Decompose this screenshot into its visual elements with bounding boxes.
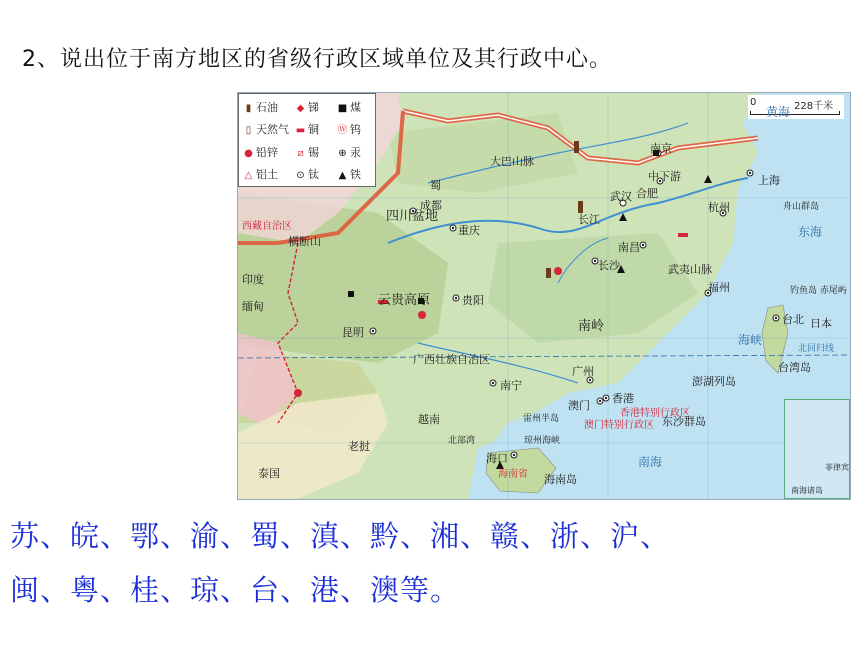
label-laos: 老挝	[348, 440, 370, 453]
label-nanchang: 南昌	[618, 241, 640, 254]
label-tropic: 北回归线	[798, 344, 835, 354]
label-hainan-island: 海南岛	[544, 473, 577, 486]
bauxite-icon: △	[244, 170, 253, 181]
label-chengdu: 成都	[420, 199, 442, 212]
label-haikou: 海口	[486, 452, 508, 465]
mercury-icon: ⊕	[338, 148, 347, 159]
legend-item: ⧄ 锡	[295, 144, 319, 160]
copper-icon: ▬	[295, 125, 306, 136]
label-south-sea: 南海	[638, 455, 663, 469]
label-hk-region: 香港特别行政区	[620, 408, 690, 419]
label-zhongxiayou: 中下游	[648, 170, 681, 183]
label-japan: 日本	[810, 317, 832, 330]
label-penghu: 澎湖列岛	[692, 375, 736, 388]
label-diaoyu: 钓鱼岛 赤尾屿	[790, 286, 847, 296]
label-guangxi: 广西壮族自治区	[413, 353, 490, 366]
iron-icon: ▲	[338, 170, 347, 181]
label-changjiang: 长江	[578, 213, 600, 226]
label-nanling: 南岭	[578, 319, 605, 334]
label-beibu: 北部湾	[448, 436, 476, 446]
label-taibei: 台北	[782, 313, 804, 326]
scale-bar: 0 228千米	[748, 95, 844, 119]
answer-line-1: 苏、皖、鄂、渝、蜀、滇、黔、湘、赣、浙、沪、	[10, 519, 671, 553]
label-taiwan-island: 台湾岛	[778, 361, 811, 374]
label-hengduan: 横断山	[288, 235, 321, 248]
label-leizhou: 雷州半岛	[523, 414, 560, 424]
antimony-icon: ◆	[296, 103, 305, 114]
label-shanghai: 上海	[758, 174, 780, 187]
label-nanjing: 南京	[650, 142, 672, 155]
label-guiyang: 贵阳	[462, 294, 484, 307]
legend-item: ● 铅锌	[244, 146, 278, 159]
label-wuyi: 武夷山脉	[668, 263, 712, 276]
label-shu: 蜀	[430, 179, 441, 192]
label-yungui: 云贵高原	[378, 293, 431, 308]
legend-item: ▯ 天然气	[243, 121, 289, 137]
label-india: 印度	[242, 273, 264, 286]
label-wuhan: 武汉	[610, 190, 632, 203]
tungsten-icon: Ⓦ	[337, 125, 348, 136]
legend-item: Ⓦ 钨	[337, 123, 361, 136]
label-vietnam: 越南	[418, 413, 440, 426]
label-changsha: 长沙	[598, 259, 620, 272]
legend-item: △ 铝土	[244, 168, 278, 181]
legend-item: ■ 煤	[337, 101, 361, 114]
label-macau: 澳门	[568, 399, 590, 412]
legend-item: ▮ 石油	[243, 99, 278, 115]
tin-icon: ⧄	[297, 148, 304, 159]
label-qiongzhou: 琼州海峡	[524, 436, 561, 446]
south-china-map	[237, 92, 851, 500]
lead-zinc-icon: ●	[244, 148, 253, 159]
label-philippines: 菲律宾	[825, 463, 849, 472]
label-kunming: 昆明	[342, 326, 364, 339]
coal-icon: ■	[337, 103, 348, 114]
label-east-sea: 东海	[798, 225, 823, 239]
label-mo-region: 澳门特别行政区	[584, 420, 654, 431]
label-strait: 海峡	[738, 333, 763, 347]
label-myanmar: 缅甸	[242, 300, 264, 313]
label-hongkong: 香港	[612, 392, 634, 405]
legend-item: ⊕ 汞	[338, 146, 361, 159]
legend-item: ▲ 铁	[338, 168, 361, 181]
label-nanning: 南宁	[500, 379, 522, 392]
scale-line	[750, 111, 840, 115]
question-text: 2、说出位于南方地区的省级行政区域单位及其行政中心。	[22, 47, 612, 72]
legend-item: ◆ 锑	[296, 101, 319, 114]
label-yellow-sea: 黄海	[766, 105, 791, 119]
label-fuzhou: 福州	[708, 281, 730, 294]
south-sea-islands-inset	[784, 399, 850, 499]
label-thailand: 泰国	[258, 467, 280, 480]
label-dabashan: 大巴山脉	[490, 155, 534, 168]
gas-icon: ▯	[245, 125, 252, 136]
label-hefei: 合肥	[636, 187, 658, 200]
label-hainan-prov: 海南省	[498, 469, 528, 480]
map-legend	[238, 93, 376, 187]
oil-icon: ▮	[245, 103, 252, 114]
label-tibet: 西藏自治区	[242, 221, 292, 232]
label-sichuan-basin: 四川盆地	[386, 209, 439, 224]
answer-line-2: 闽、粤、桂、琼、台、港、澳等。	[10, 573, 461, 607]
legend-item: ⊙ 钛	[296, 168, 319, 181]
label-zhoushan: 舟山群岛	[783, 202, 820, 212]
legend-item: ▬ 铜	[295, 123, 319, 136]
label-dongsha: 东沙群岛	[662, 415, 706, 428]
label-chongqing: 重庆	[458, 224, 480, 237]
label-hangzhou: 杭州	[708, 201, 730, 214]
label-nanhai-islands: 南海诸岛	[791, 486, 823, 495]
label-guangzhou: 广州	[572, 365, 594, 378]
titanium-icon: ⊙	[296, 170, 305, 181]
